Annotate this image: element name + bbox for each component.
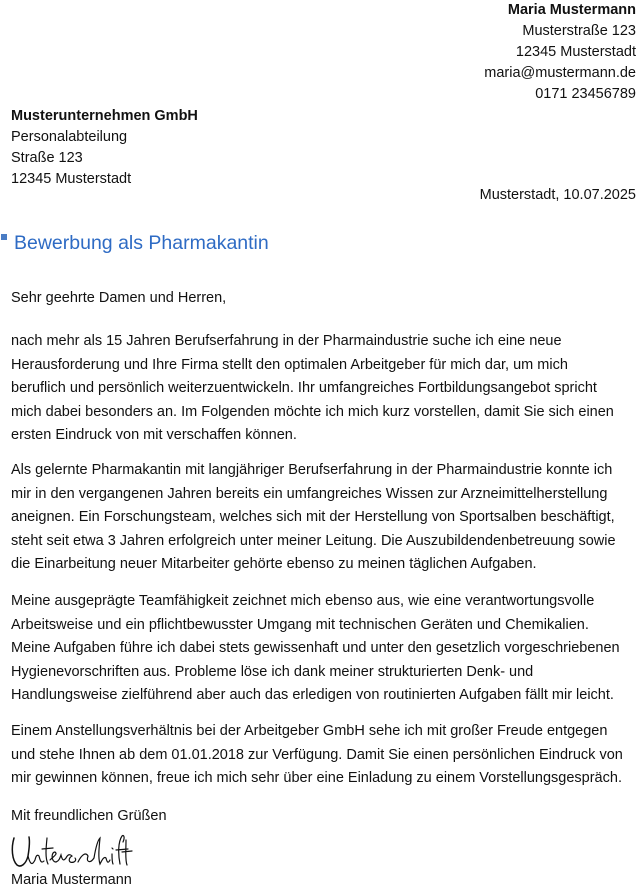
body-paragraph-3 <box>11 590 636 708</box>
recipient-company: Musterunternehmen GmbH <box>11 108 198 124</box>
recipient-city: 12345 Musterstadt <box>11 171 132 187</box>
subject-heading: Bewerbung als Pharmakantin <box>14 232 269 254</box>
closing-phrase: Mit freundlichen Grüßen <box>11 808 167 824</box>
paragraph-line: mich dabei besonders an. Im Folgenden möchte ich mich kurz vorstellen, damit Sie sich einen <box>11 403 614 420</box>
body-paragraph-4 <box>11 720 636 791</box>
paragraph-line: Meine ausgeprägte Teamfähigkeit zeichnet mich ebenso aus, wie eine verantwortungsvolle <box>11 593 595 609</box>
recipient-address-block <box>11 106 198 190</box>
paragraph-line: aneignen. Ein Forschungsteam, welches sich mit der Herstellung von Sportsalben beschäftigt, <box>11 509 615 525</box>
heading-marker-icon <box>1 234 7 240</box>
paragraph-line: ersten Eindruck von mit verschaffen können. <box>11 427 297 443</box>
letter-date: Musterstadt, 10.07.2025 <box>479 187 636 203</box>
paragraph-line: Arbeitsweise und ein pflichtbewusster Umgang mit technischen Geräten und Chemikalien. <box>11 616 589 633</box>
sender-city: 12345 Musterstadt <box>515 44 636 60</box>
paragraph-line: und stehe Ihnen ab dem 01.01.2018 zur Verfügung. Damit Sie einen persönlichen Eindruck von <box>11 746 623 763</box>
paragraph-line: mir gewinnen können, freue ich mich sehr über eine Einladung zu einem Vorstellungsgespräch. <box>11 770 622 786</box>
paragraph-line: mir in den vergangenen Jahren bereits ein umfangreiches Wissen zur Arzneimittelherstellung <box>11 485 608 502</box>
paragraph-line: die Einarbeitung neuer Mitarbeiter gehörte ebenso zu meinen täglichen Aufgaben. <box>11 556 537 572</box>
paragraph-line: Einem Anstellungsverhältnis bei der Arbeitgeber GmbH sehe ich mit großer Freude entgegen <box>11 723 608 739</box>
handwritten-signature <box>8 834 133 870</box>
paragraph-line: Meine Aufgaben führe ich dabei stets gewissenhaft und unter den gesetzlich vorgeschriebenen <box>11 640 620 656</box>
body-paragraph-1 <box>11 330 636 448</box>
paragraph-line: beruflich und persönlich weiterzuentwickeln. Ihr umfangreiches Fortbildungsangebot spricht <box>11 380 597 396</box>
recipient-department: Personalabteilung <box>11 129 128 145</box>
sender-email: maria@mustermann.de <box>484 65 636 81</box>
signer-name: Maria Mustermann <box>11 872 132 888</box>
paragraph-line: Als gelernte Pharmakantin mit langjähriger Berufserfahrung in der Pharmaindustrie konnte ich <box>11 462 613 478</box>
salutation: Sehr geehrte Damen und Herren, <box>11 290 227 306</box>
body-paragraph-2 <box>11 459 636 577</box>
paragraph-line: nach mehr als 15 Jahren Berufserfahrung in der Pharmaindustrie suche ich eine neue <box>11 333 562 349</box>
paragraph-line: Hygienevorschriften aus. Probleme löse ich dank meiner strukturierten Denk- und <box>11 663 534 680</box>
sender-address-block <box>484 0 636 105</box>
paragraph-line: Herausforderung und Ihre Firma stellt den optimalen Arbeitgeber für mich dar, um mich <box>11 356 568 373</box>
sender-phone: 0171 23456789 <box>535 86 636 102</box>
paragraph-line: steht seit etwa 3 Jahren erfolgreich unter meiner Leitung. Die Auszubildendenbetreuung sowie <box>11 532 616 549</box>
sender-street: Musterstraße 123 <box>522 23 636 39</box>
sender-name: Maria Mustermann <box>507 2 636 18</box>
paragraph-line: Handlungsweise zielführend aber auch das erledigen von routinierten Aufgaben fällt mir leicht. <box>11 687 614 703</box>
recipient-street: Straße 123 <box>11 150 83 166</box>
